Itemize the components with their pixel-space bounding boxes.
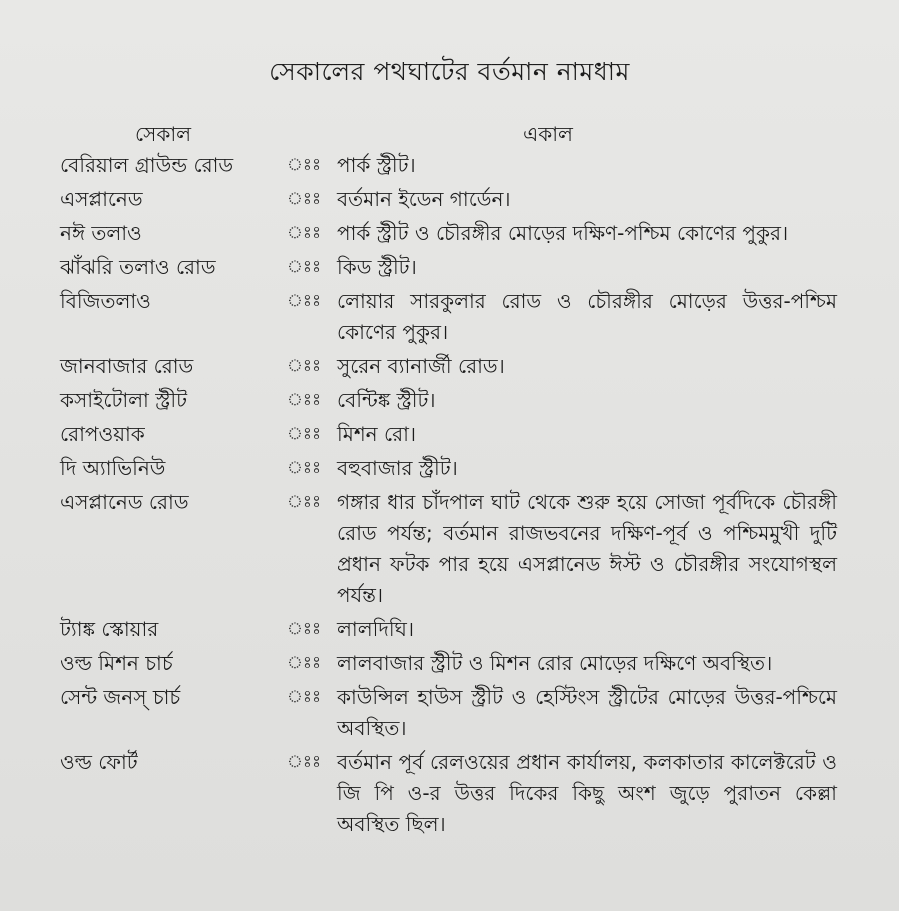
present-name: বহুবাজার স্ট্রীট। xyxy=(337,456,458,480)
old-name: এসপ্লানেড রোড xyxy=(60,490,189,514)
separator-mark: ঃঃ xyxy=(287,492,322,512)
present-name: লালদিঘি। xyxy=(337,617,415,641)
present-name: গঙ্গার ধার চাঁদপাল ঘাট থেকে শুরু হয়ে সোজা পূর্বদিকে চৌরঙ্গী রোড পর্যন্ত; বর্তমান রাজভবনের দক্ষিণ-পূর্ব ও পশ্চিমমুখী দুটি প্রধান ফটক পার হয়ে এসপ্লানেড ঈস্ট ও চৌরঙ্গীর সংযোগস্থল পর্যন্ত। xyxy=(337,490,837,607)
column-header-old: সেকাল xyxy=(135,122,192,146)
separator-mark: ঃঃ xyxy=(287,155,322,175)
list-item xyxy=(0,351,899,382)
separator-mark: ঃঃ xyxy=(287,356,322,376)
list-item xyxy=(0,385,899,416)
present-name: লোয়ার সারকুলার রোড ও চৌরঙ্গীর মোড়ের উত্তর-পশ্চিম কোণের পুকুর। xyxy=(337,289,837,344)
list-item xyxy=(0,184,899,215)
old-name: বিজিতলাও xyxy=(60,289,151,313)
page-title: সেকালের পথঘাটের বর্তমান নামধাম xyxy=(269,57,630,86)
separator-mark: ঃঃ xyxy=(287,653,322,673)
present-name: লালবাজার স্ট্রীট ও মিশন রোর মোড়ের দক্ষিণে অবস্থিত। xyxy=(337,651,773,675)
old-name: রোপওয়াক xyxy=(60,422,145,446)
separator-mark: ঃঃ xyxy=(287,223,322,243)
present-name: বর্তমান ইডেন গার্ডেন। xyxy=(337,187,511,211)
list-item xyxy=(0,419,899,450)
present-name: সুরেন ব্যানার্জী রোড। xyxy=(337,354,505,378)
street-name-list xyxy=(0,150,899,843)
old-name: ঝাঁঝরি তলাও রোড xyxy=(60,255,216,279)
old-name: সেন্ট জনস্ চার্চ xyxy=(60,685,181,709)
present-name: কিড স্ট্রীট। xyxy=(337,255,417,279)
list-item xyxy=(0,286,899,348)
old-name: বেরিয়াল গ্রাউন্ড রোড xyxy=(60,153,234,177)
list-item xyxy=(0,682,899,744)
present-name: মিশন রো। xyxy=(337,422,417,446)
present-name: পার্ক স্ট্রীট ও চৌরঙ্গীর মোড়ের দক্ষিণ-পশ্চিম কোণের পুকুর। xyxy=(337,221,789,245)
list-item xyxy=(0,614,899,645)
present-name: কাউন্সিল হাউস স্ট্রীট ও হেস্টিংস স্ট্রীটের মোড়ের উত্তর-পশ্চিমে অবস্থিত। xyxy=(337,685,837,740)
separator-mark: ঃঃ xyxy=(287,458,322,478)
column-header-new: একাল xyxy=(523,122,573,146)
old-name: কসাইটোলা স্ট্রীট xyxy=(60,388,187,412)
separator-mark: ঃঃ xyxy=(287,189,322,209)
list-item xyxy=(0,150,899,181)
present-name: পার্ক স্ট্রীট। xyxy=(337,153,416,177)
old-name: ওল্ড ফোর্ট xyxy=(60,750,138,774)
old-name: ওল্ড মিশন চার্চ xyxy=(60,651,173,675)
list-item xyxy=(0,252,899,283)
present-name: বেন্টিঙ্ক স্ট্রীট। xyxy=(337,388,436,412)
list-item xyxy=(0,487,899,611)
old-name: এসপ্লানেড xyxy=(60,187,143,211)
present-name: বর্তমান পূর্ব রেলওয়ের প্রধান কার্যালয়, কলকাতার কালেক্টরেট ও জি পি ও-র উত্তর দিকের কিছু অংশ জুড়ে পুরাতন কেল্লা অবস্থিত ছিল। xyxy=(337,750,837,836)
old-name: নঈ তলাও xyxy=(60,221,142,245)
list-item xyxy=(0,218,899,249)
separator-mark: ঃঃ xyxy=(287,687,322,707)
separator-mark: ঃঃ xyxy=(287,257,322,277)
separator-mark: ঃঃ xyxy=(287,752,322,772)
old-name: ট্যাঙ্ক স্কোয়ার xyxy=(60,617,159,641)
list-item xyxy=(0,648,899,679)
list-item xyxy=(0,747,899,840)
separator-mark: ঃঃ xyxy=(287,424,322,444)
separator-mark: ঃঃ xyxy=(287,619,322,639)
separator-mark: ঃঃ xyxy=(287,390,322,410)
list-item xyxy=(0,453,899,484)
old-name: দি অ্যাভিনিউ xyxy=(60,456,166,480)
old-name: জানবাজার রোড xyxy=(60,354,194,378)
separator-mark: ঃঃ xyxy=(287,291,322,311)
